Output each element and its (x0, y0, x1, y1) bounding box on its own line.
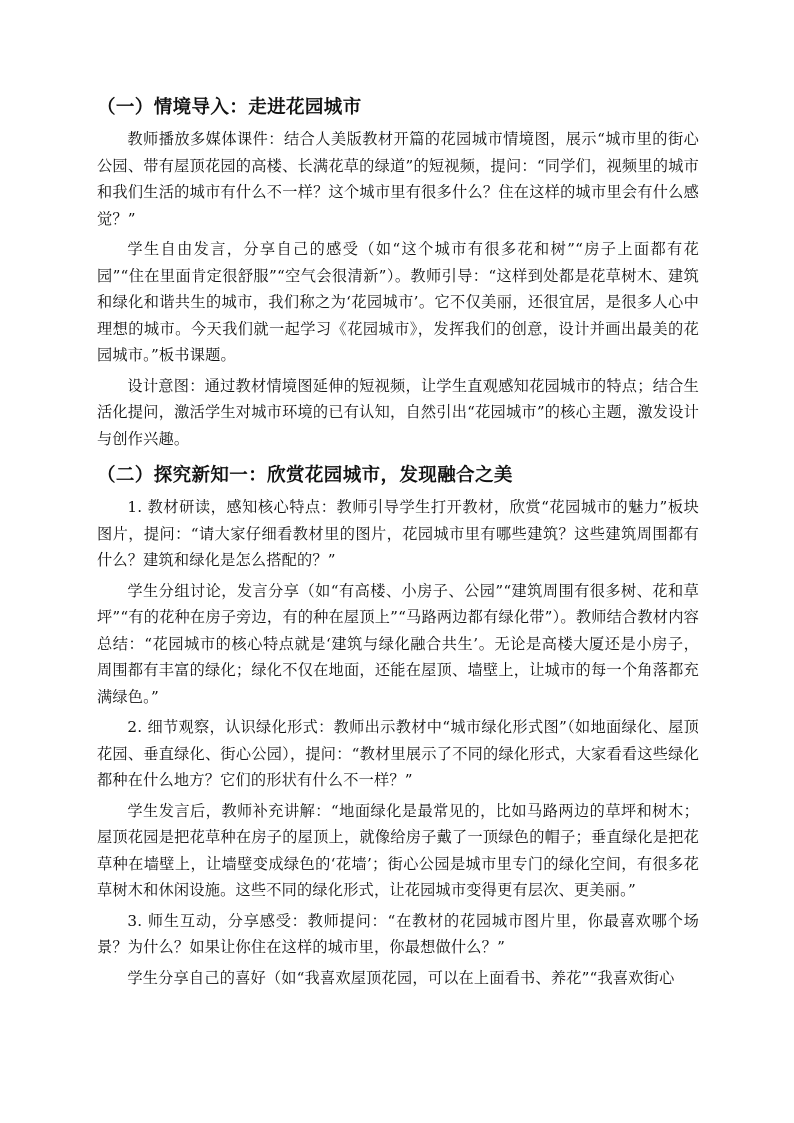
paragraph: 1. 教材研读，感知核心特点：教师引导学生打开教材，欣赏“花园城市的魅力”板块图片，提问：“请大家仔细看教材里的图片，花园城市里有哪些建筑？这些建筑周围都有什么？建筑和绿化是怎么搭配的？” (97, 498, 699, 569)
paragraph: 设计意图：通过教材情境图延伸的短视频，让学生直观感知花园城市的特点；结合生活化提问，激活学生对城市环境的已有认知，自然引出“花园城市”的核心主题，激发设计与创作兴趣。 (97, 376, 699, 448)
document-page (97, 92, 699, 995)
paragraph: 3. 师生互动，分享感受：教师提问：“在教材的花园城市图片里，你最喜欢哪个场景？为什么？如果让你住在这样的城市里，你最想做什么？” (97, 911, 699, 956)
section-heading-2: （二）探究新知一：欣赏花园城市，发现融合之美 (97, 465, 513, 486)
paragraph: 学生分享自己的喜好（如“我喜欢屋顶花园，可以在上面看书、养花”“我喜欢街心 (127, 968, 675, 987)
paragraph: 2. 细节观察，认识绿化形式：教师出示教材中“城市绿化形式图”（如地面绿化、屋顶花园、垂直绿化、街心公园），提问：“教材里展示了不同的绿化形式，大家看看这些绿化都种在什么地方？它们的形状有什么不一样？” (97, 718, 699, 789)
paragraph: 教师播放多媒体课件：结合人美版教材开篇的花园城市情境图，展示“城市里的街心公园、带有屋顶花园的高楼、长满花草的绿道”的短视频，提问：“同学们，视频里的城市和我们生活的城市有什么不一样？这个城市里有很多什么？住在这样的城市里会有什么感觉？” (97, 130, 699, 228)
paragraph: 学生发言后，教师补充讲解：“地面绿化是最常见的，比如马路两边的草坪和树木；屋顶花园是把花草种在房子的屋顶上，就像给房子戴了一顶绿色的帽子；垂直绿化是把花草种在墙壁上，让墙壁变成绿色的‘花墙’；街心公园是城市里专门的绿化空间，有很多花草树木和休闲设施。这些不同的绿化形式，让花园城市变得更有层次、更美丽。” (97, 801, 699, 899)
paragraph: 学生分组讨论，发言分享（如“有高楼、小房子、公园”“建筑周围有很多树、花和草坪”“有的花种在房子旁边，有的种在屋顶上”“马路两边都有绿化带”）。教师结合教材内容总结：“花园城市的核心特点就是‘建筑与绿化融合共生’。无论是高楼大厦还是小房子，周围都有丰富的绿化；绿化不仅在地面，还能在屋顶、墙壁上，让城市的每一个角落都充满绿色。” (97, 581, 699, 706)
paragraph: 学生自由发言，分享自己的感受（如“这个城市有很多花和树”“房子上面都有花园”“住在里面肯定很舒服”“空气会很清新”）。教师引导：“这样到处都是花草树木、建筑和绿化和谐共生的城市，我们称之为‘花园城市’。它不仅美丽，还很宜居，是很多人心中理想的城市。今天我们就一起学习《花园城市》，发挥我们的创意，设计并画出最美的花园城市。”板书课题。 (97, 240, 699, 364)
section-heading-1: （一）情境导入：走进花园城市 (97, 97, 362, 118)
